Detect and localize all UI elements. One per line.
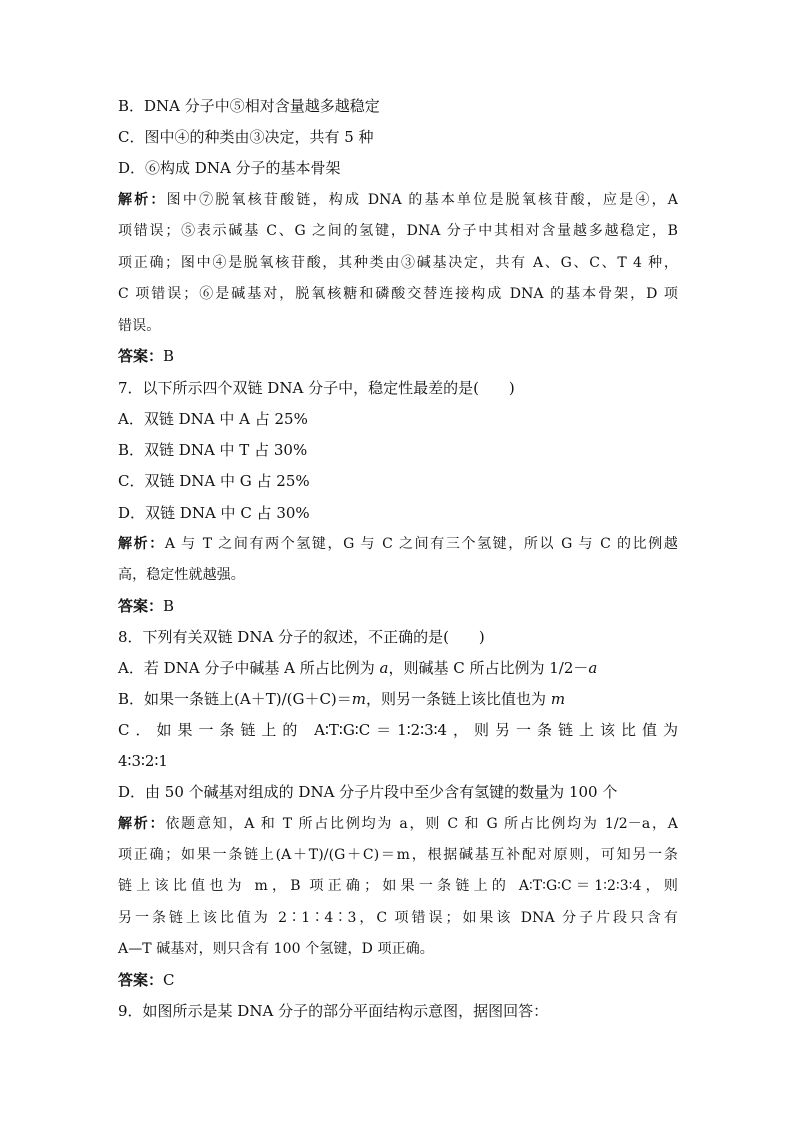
q9-stem: 9．如图所示是某 DNA 分子的部分平面结构示意图，据图回答： — [118, 1002, 549, 1020]
q6-answer — [118, 346, 678, 366]
option-text: ，则碱基 C 所占比例为 1/2－ — [388, 659, 589, 677]
q7-analysis-line-1 — [118, 534, 678, 554]
q8-stem: 8．下列有关双链 DNA 分子的叙述，不正确的是( ) — [118, 628, 485, 646]
analysis-text: 依题意知，A 和 T 所占比例均为 a，则 C 和 G 所占比例均为 1/2－a，A — [165, 816, 678, 832]
answer-value: B — [163, 347, 175, 365]
q6-analysis-line-1 — [118, 190, 678, 210]
q8-option-d: D．由 50 个碱基对组成的 DNA 分子片段中至少含有氢键的数量为 100 个 — [118, 783, 618, 801]
q6-option-b: B．DNA 分子中⑤相对含量越多越稳定 — [118, 97, 380, 115]
variable-m: m — [550, 690, 566, 708]
analysis-label: 解析： — [118, 816, 166, 832]
option-text: A．若 DNA 分子中碱基 A 所占比例为 — [118, 659, 380, 677]
q8-analysis-line-3: 链上该比值也为 m，B 项正确；如果一条链上的 A∶T∶G∶C＝1∶2∶3∶4，则 — [118, 878, 678, 894]
analysis-label: 解析： — [118, 192, 167, 208]
q6-analysis-line-2: 项错误；⑤表示碱基 C、G 之间的氢键，DNA 分子中其相对含量越多越稳定，B — [118, 223, 678, 239]
q8-analysis-line-4: 另一条链上该比值为 2∶1∶4∶3，C 项错误；如果该 DNA 分子片段只含有 — [118, 910, 678, 926]
variable-m: m — [351, 690, 367, 708]
q8-option-b — [118, 689, 678, 709]
option-text: ，则另一条链上该比值也为 — [366, 690, 551, 708]
q6-option-d: D．⑥构成 DNA 分子的基本骨架 — [118, 159, 341, 177]
analysis-text: A 与 T 之间有两个氢键，G 与 C 之间有三个氢键，所以 G 与 C 的比例越 — [164, 536, 678, 552]
q7-option-a: A．双链 DNA 中 A 占 25% — [118, 410, 308, 428]
answer-label: 答案： — [118, 347, 164, 365]
q7-option-b: B．双链 DNA 中 T 占 30% — [118, 441, 308, 459]
q6-analysis-line-4: C 项错误；⑥是碱基对，脱氧核糖和磷酸交替连接构成 DNA 的基本骨架，D 项 — [118, 286, 678, 302]
q8-answer — [118, 970, 678, 990]
answer-label: 答案： — [118, 971, 164, 989]
analysis-text: 图中⑦脱氧核苷酸链，构成 DNA 的基本单位是脱氧核苷酸，应是④，A — [166, 192, 678, 208]
q8-option-a — [118, 658, 678, 678]
q6-analysis-line-3: 项正确；图中④是脱氧核苷酸，其种类由③碱基决定，共有 A、G、C、T 4 种， — [118, 255, 678, 271]
analysis-label: 解析： — [118, 536, 165, 552]
option-text: B．如果一条链上(A＋T)/(G＋C)＝ — [118, 690, 352, 708]
q7-answer — [118, 596, 678, 616]
q8-analysis-line-2: 项正确；如果一条链上(A＋T)/(G＋C)＝m，根据碱基互补配对原则，可知另一条 — [118, 847, 678, 863]
q7-option-c: C．双链 DNA 中 G 占 25% — [118, 472, 310, 490]
variable-a: a — [588, 659, 598, 677]
answer-value: C — [163, 971, 175, 989]
q6-option-c: C．图中④的种类由③决定，共有 5 种 — [118, 128, 374, 146]
answer-value: B — [163, 597, 175, 615]
q8-option-c-line-2: 4∶3∶2∶1 — [118, 752, 168, 770]
q8-option-c-line-1: C．如果一条链上的 A∶T∶G∶C＝1∶2∶3∶4，则另一条链上该比值为 — [118, 721, 678, 739]
q6-analysis-line-5: 错误。 — [118, 318, 161, 334]
q8-analysis-line-1 — [118, 814, 678, 834]
q8-analysis-line-5: A—T 碱基对，则只含有 100 个氢键，D 项正确。 — [118, 941, 434, 957]
q7-analysis-line-2: 高，稳定性就越强。 — [118, 567, 245, 583]
variable-a: a — [379, 659, 389, 677]
answer-label: 答案： — [118, 597, 164, 615]
q7-option-d: D．双链 DNA 中 C 占 30% — [118, 504, 310, 522]
q7-stem: 7．以下所示四个双链 DNA 分子中，稳定性最差的是( ) — [118, 379, 515, 397]
